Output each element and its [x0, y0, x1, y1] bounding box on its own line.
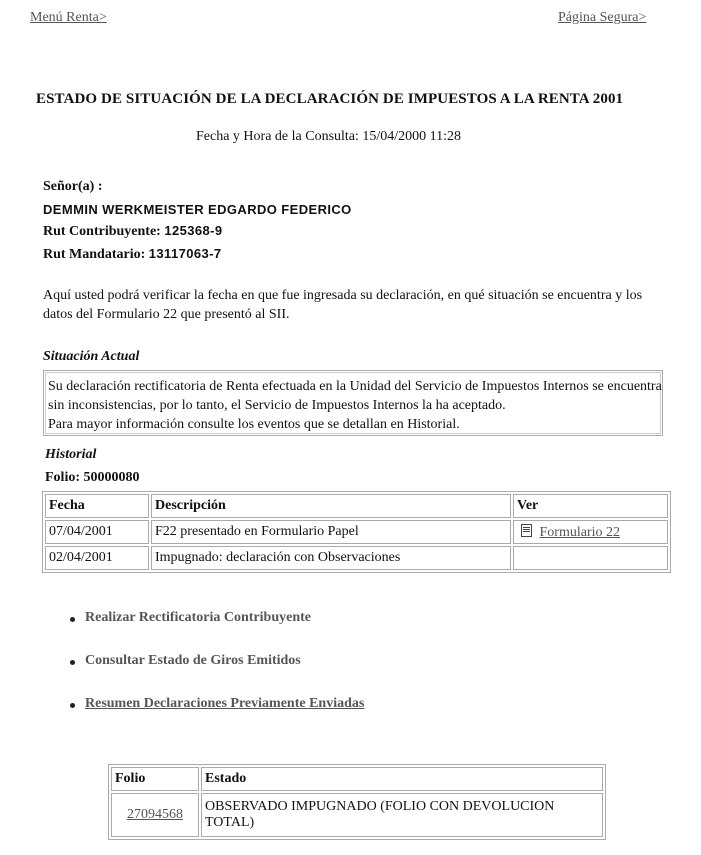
- situacion-box: [43, 370, 663, 436]
- header-estado: Estado: [201, 767, 603, 791]
- action-label[interactable]: Resumen Declaraciones Previamente Enviadas: [85, 696, 365, 711]
- page-title: ESTADO DE SITUACIÓN DE LA DECLARACIÓN DE IMPUESTOS A LA RENTA 2001: [36, 91, 624, 107]
- historial-table: [42, 491, 671, 573]
- formulario-22-link[interactable]: Formulario 22: [539, 524, 620, 540]
- senor-label: Señor(a) :: [43, 179, 103, 194]
- header-folio: Folio: [111, 767, 199, 791]
- situacion-heading: Situación Actual: [43, 349, 140, 364]
- actions-list: [40, 610, 364, 739]
- action-item-rectificatoria[interactable]: [85, 610, 364, 653]
- consulta-timestamp: Fecha y Hora de la Consulta: 15/04/2000 11:28: [196, 129, 462, 144]
- row-descripcion: F22 presentado en Formulario Papel: [151, 520, 511, 544]
- pagina-segura-link[interactable]: Página Segura>: [558, 10, 647, 25]
- table-row: [45, 546, 668, 570]
- contribuyente-name: DEMMIN WERKMEISTER EDGARDO FEDERICO: [43, 202, 352, 217]
- rut-mandatario: [43, 246, 221, 263]
- rut-contribuyente-value: 125368-9: [164, 223, 223, 238]
- action-label[interactable]: Realizar Rectificatoria Contribuyente: [85, 610, 312, 625]
- action-item-giros[interactable]: [85, 653, 364, 696]
- table-row: [111, 793, 603, 837]
- historial-heading: Historial: [45, 447, 97, 462]
- row-ver: [513, 546, 668, 570]
- row-estado: OBSERVADO IMPUGNADO (FOLIO CON DEVOLUCION TOTAL): [201, 793, 603, 837]
- row-descripcion: Impugnado: declaración con Observaciones: [151, 546, 511, 570]
- rut-contribuyente: [43, 223, 222, 240]
- folios-table: [108, 764, 606, 840]
- table-row: [45, 520, 668, 544]
- historial-folio: Folio: 50000080: [45, 470, 140, 485]
- situacion-text: [48, 377, 662, 434]
- table-header-row: [45, 494, 668, 518]
- row-ver: [513, 520, 668, 544]
- header-ver: Ver: [513, 494, 668, 518]
- table-header-row: [111, 767, 603, 791]
- rut-mandatario-value: 13117063-7: [148, 246, 222, 261]
- action-item-resumen[interactable]: [85, 696, 364, 739]
- rut-mandatario-label: Rut Mandatario:: [43, 247, 146, 262]
- folio-link[interactable]: 27094568: [127, 807, 183, 822]
- intro-text: Aquí usted podrá verificar la fecha en que fue ingresada su declaración, en qué situación se encuentra y los datos del Formulario 22 que presentó al SII.: [43, 288, 643, 322]
- header-fecha: Fecha: [45, 494, 149, 518]
- rut-contribuyente-label: Rut Contribuyente:: [43, 224, 161, 239]
- document-icon[interactable]: [521, 524, 532, 537]
- row-fecha: 02/04/2001: [45, 546, 149, 570]
- row-folio: [111, 793, 199, 837]
- action-label[interactable]: Consultar Estado de Giros Emitidos: [85, 653, 301, 668]
- menu-renta-link[interactable]: Menú Renta>: [30, 10, 107, 25]
- header-descripcion: Descripción: [151, 494, 511, 518]
- row-fecha: 07/04/2001: [45, 520, 149, 544]
- situacion-line-1: Su declaración rectificatoria de Renta efectuada en la Unidad del Servicio de Impuestos Internos se encuentra sin inconsistencias, por lo tanto, el Servicio de Impuestos Internos la ha aceptado.: [48, 379, 662, 413]
- situacion-line-2: Para mayor información consulte los eventos que se detallan en Historial.: [48, 417, 460, 432]
